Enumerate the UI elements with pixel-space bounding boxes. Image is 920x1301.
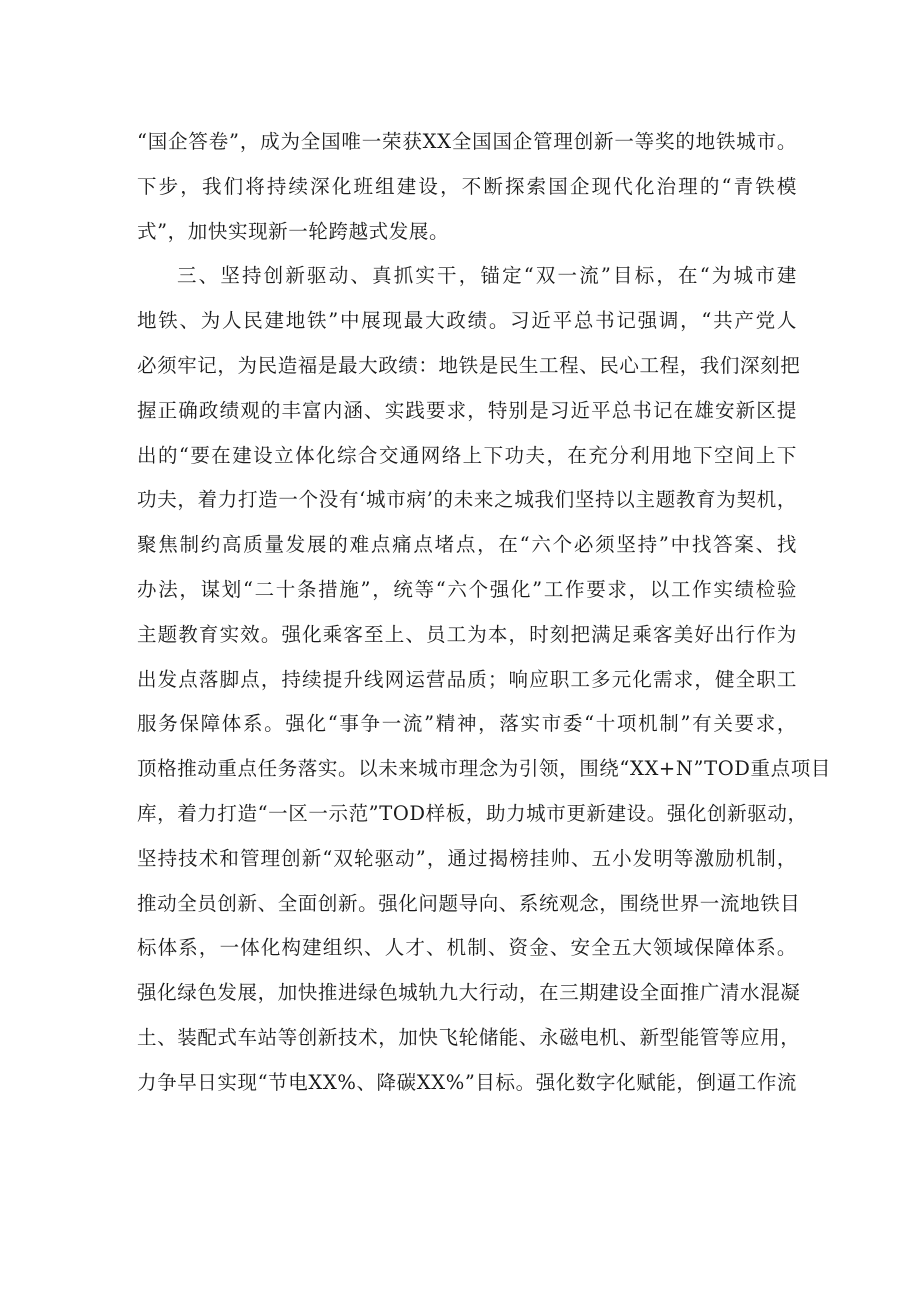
text-line: “国企答卷”，成为全国唯一荣获XX全国国企管理创新一等奖的地铁城市。 [137, 130, 797, 153]
text-line: 办法，谋划“二十条措施”，统等“六个强化”工作要求，以工作实绩检验 [137, 577, 797, 601]
text-line: 坚持技术和管理创新“双轮驱动”，通过揭榜挂帅、五小发明等激励机制， [137, 846, 797, 870]
text-line: 顶格推动重点任务落实。以未来城市理念为引领，围绕“XX+N”TOD重点项目 [137, 757, 831, 781]
text-line: 出发点落脚点，持续提升线网运营品质；响应职工多元化需求，健全职工 [137, 667, 797, 691]
text-line: 功夫，着力打造一个没有‘城市病’的未来之城我们坚持以主题教育为契机， [137, 488, 797, 512]
document-body [137, 120, 831, 1106]
text-line: 地铁、为人民建地铁”中展现最大政绩。习近平总书记强调，“共产党人 [137, 309, 797, 333]
text-line: 下步，我们将持续深化班组建设，不断探索国企现代化治理的“青铁模 [137, 174, 797, 198]
text-line: 式”，加快实现新一轮跨越式发展。 [137, 219, 450, 243]
text-line: 握正确政绩观的丰富内涵、实践要求，特别是习近平总书记在雄安新区提 [137, 398, 797, 422]
text-line: 库，着力打造“一区一示范”TOD样板，助力城市更新建设。强化创新驱动， [137, 801, 808, 825]
text-line: 出的“要在建设立体化综合交通网络上下功夫，在充分利用地下空间上下 [137, 443, 797, 467]
text-line: 必须牢记，为民造福是最大政绩：地铁是民生工程、民心工程，我们深刻把 [137, 353, 801, 377]
text-line: 力争早日实现“节电XX%、降碳XX%”目标。强化数字化赋能，倒逼工作流 [137, 1070, 798, 1094]
text-line: 推动全员创新、全面创新。强化问题导向、系统观念，围绕世界一流地铁目 [137, 891, 801, 915]
text-line: 主题教育实效。强化乘客至上、员工为本，时刻把满足乘客美好出行作为 [137, 622, 797, 646]
text-line: 聚焦制约高质量发展的难点痛点堵点，在“六个必须坚持”中找答案、找 [137, 533, 797, 557]
paragraph-start-line: 三、坚持创新驱动、真抓实干，锚定“双一流”目标，在“为城市建 [177, 264, 797, 288]
text-line: 土、装配式车站等创新技术，加快飞轮储能、永磁电机、新型能管等应用， [137, 1025, 801, 1049]
text-line: 强化绿色发展，加快推进绿色城轨九大行动，在三期建设全面推广清水混凝 [137, 981, 801, 1005]
text-line: 标体系，一体化构建组织、人才、机制、资金、安全五大领域保障体系。 [137, 936, 797, 960]
text-line: 服务保障体系。强化“事争一流”精神，落实市委“十项机制”有关要求， [137, 712, 797, 736]
